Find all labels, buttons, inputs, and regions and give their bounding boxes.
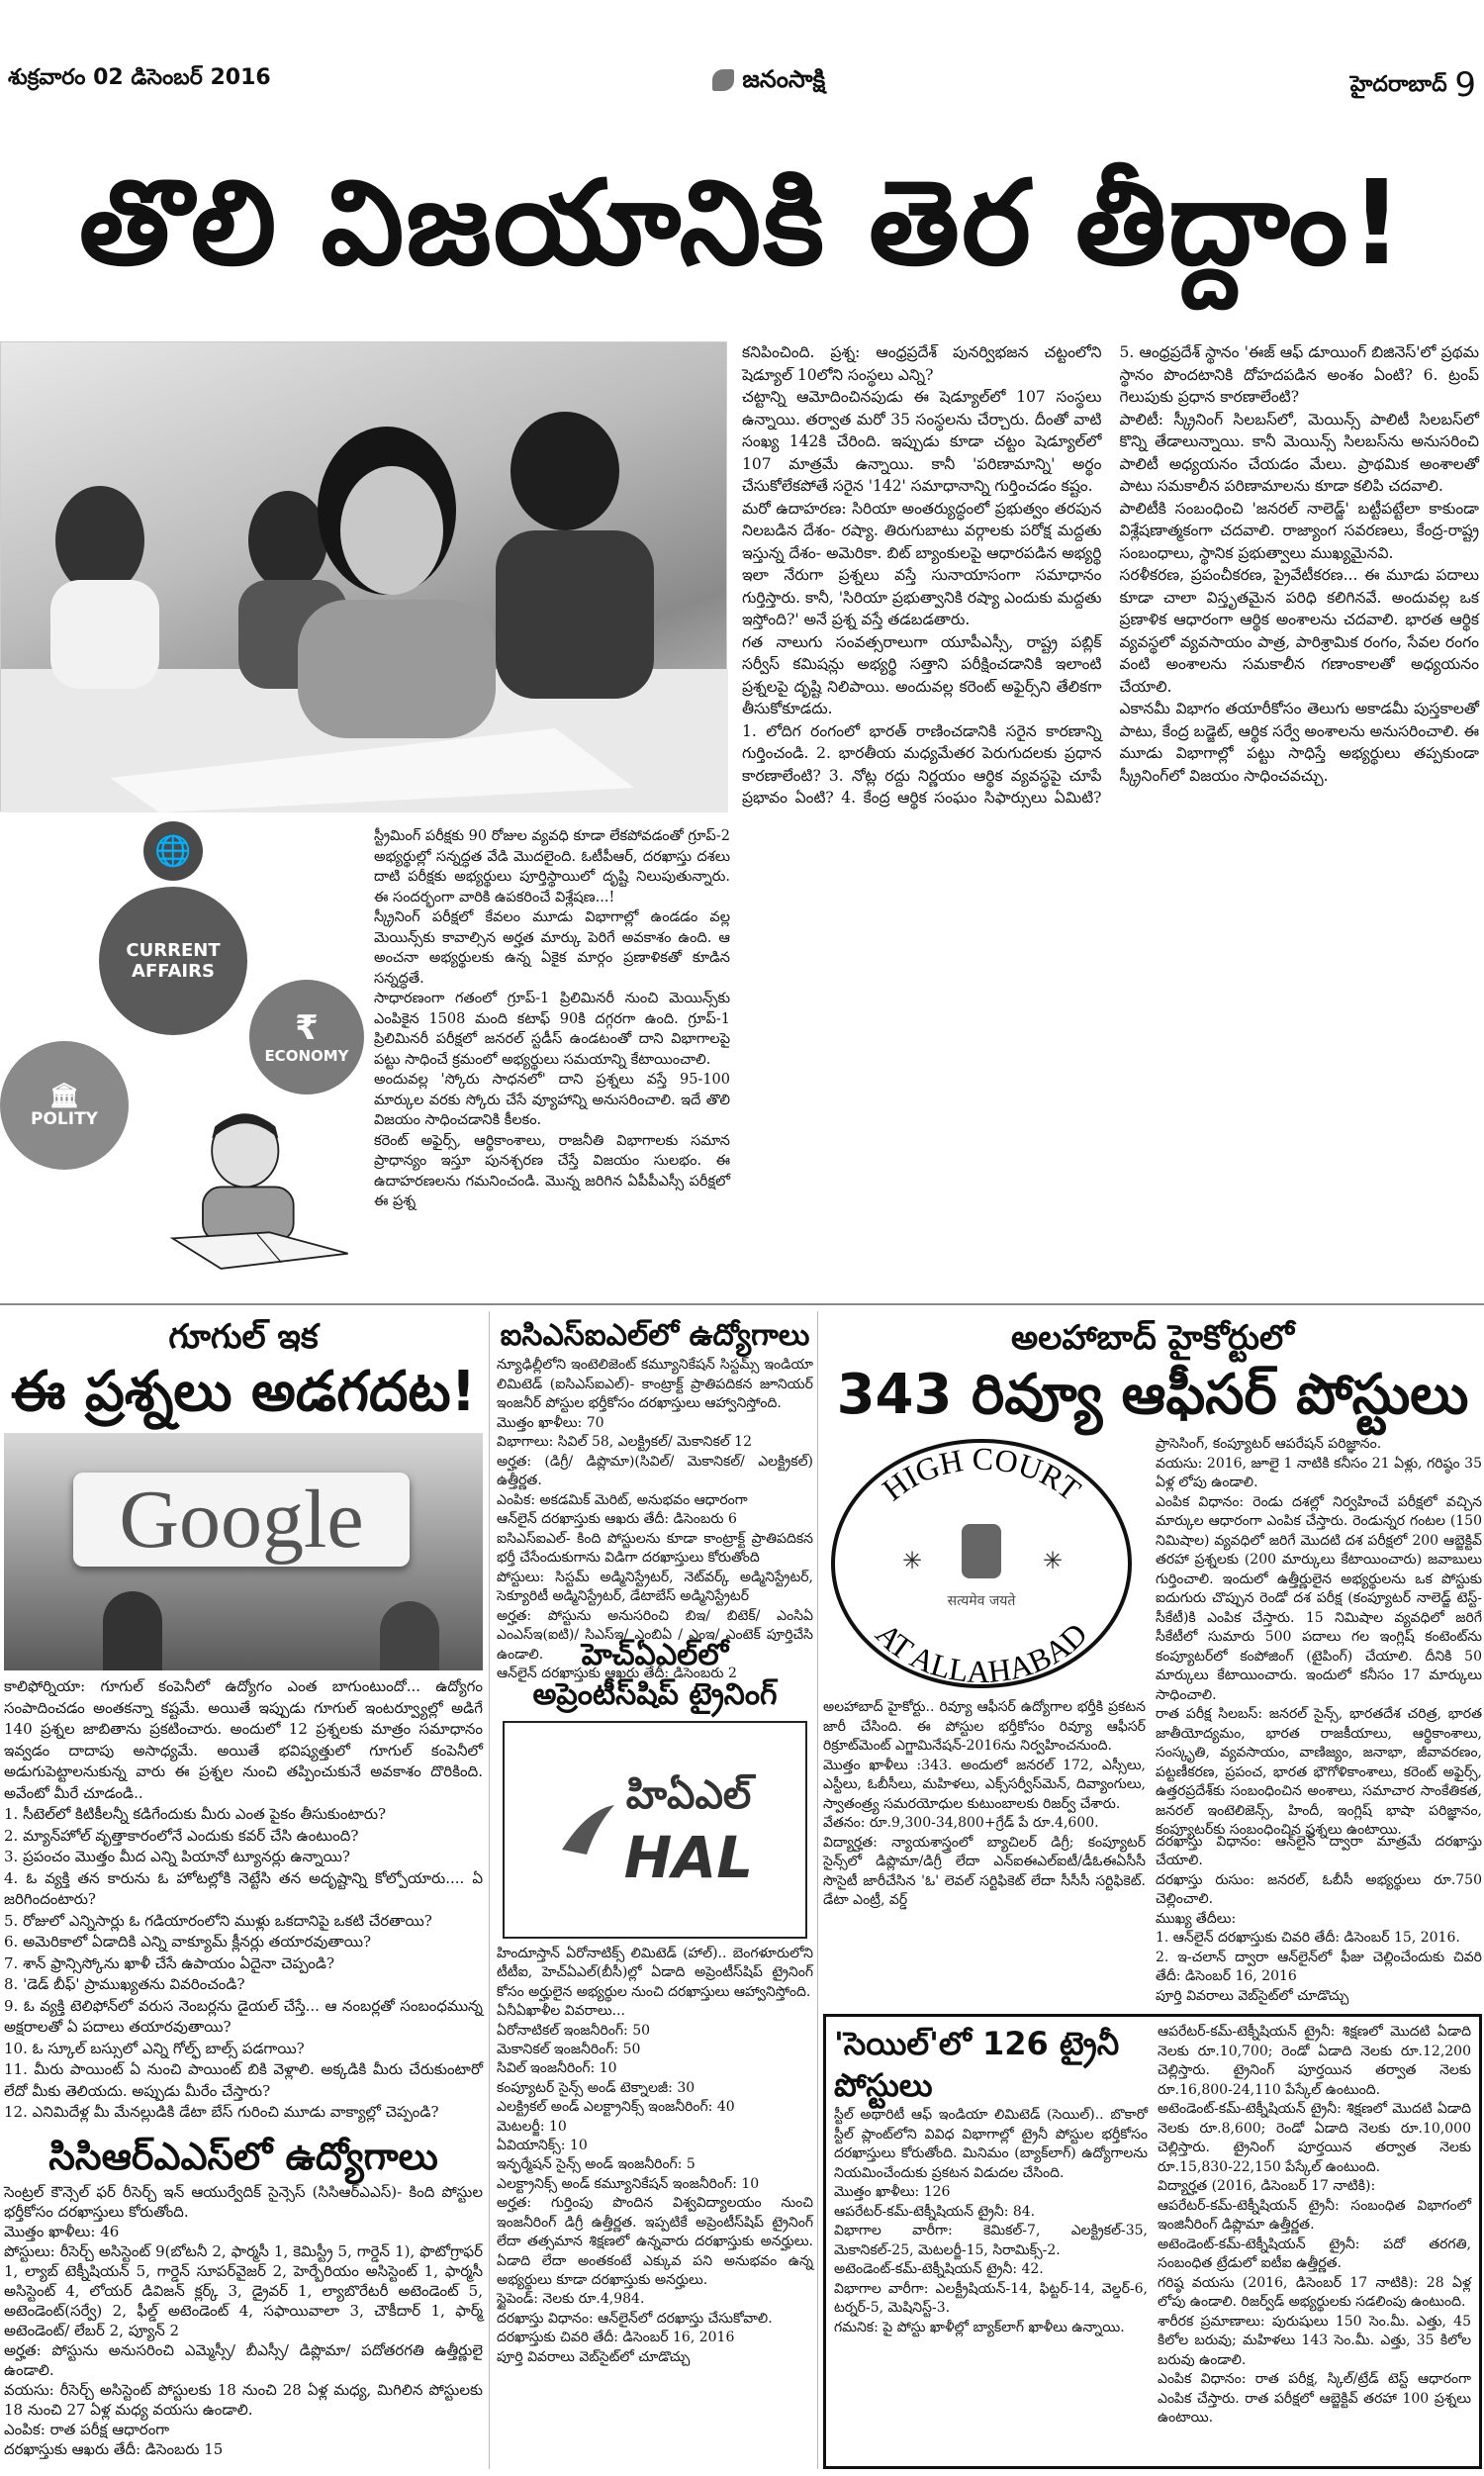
google-sign: Google (73, 1473, 410, 1567)
lead-paragraph: ఎకానమీ విభాగం తయారీకోసం తెలుగు అకాడమీ పుస్తకాలతో పాటు, కేంద్ర బడ్జెట్, ఆర్థిక సర్వే అంశాలను అనుసరించాలి. ఈ మూడు విభాగాల్లో పట్టు సాధిస్తే అభ్యర్థులు తప్పకుండా స్క్రీనింగ్‌లో విజయం సాధించవచ్చు. (1119, 700, 1479, 785)
seal-motto: सत्यमेव जयते (947, 1593, 1016, 1609)
lead-paragraph: 1. లోదిగ రంగంలో భారత్ రాణించడానికి సరైన కారణాన్ని గుర్తించండి. 2. భారతీయ మధ్యమేతర పెరుగుదలకు ప్రధాన కారణాలేంటి? 3. నోట్ల రద్దు నిర్ణయం ఆర్థిక వ్యవస్థపై చూపే ప్రభావం ఏంటి? 4. కేంద్ర ఆర్థిక సంఘం సిఫార్సులు ఏమిటి? 5. ఆంధ్రప్రదేశ్ స్థానం 'ఈజ్ ఆఫ్ డూయింగ్ బిజినెస్'లో ప్రథమ స్థానం పొందటానికి దోహదపడిన అంశం ఏంటి? 6. ట్రంప్ గెలుపుకు ప్రధాన కారణాలేంటి? (742, 343, 1479, 807)
lead-paragraph: స్ట్రీమింగ్ పరీక్షకు 90 రోజుల వ్యవధి కూడా లేకపోవడంతో గ్రూప్-2 అభ్యర్థుల్లో సన్నద్ధత వేడి మొదలైంది. ఓటీపీఆర్, దరఖాస్తు దశలు దాటి పరీక్షకు అభ్యర్థులు పూర్తిస్థాయిలో దృష్టి నిలుపుతున్నారు. ఈ సందర్భంగా వారికి ఉపకరించే విశ్లేషణ...! (374, 828, 730, 905)
column-divider (489, 1311, 490, 2469)
sail-body-left (834, 2106, 1148, 2460)
hal-paragraph: స్టైపెండ్: నెలకు రూ.4,984. (497, 2291, 645, 2308)
google-article-body (4, 1676, 483, 2127)
globe-icon: 🌐 (143, 821, 203, 881)
sail-paragraph: అటెండెంట్-కమ్-టెక్నీషియన్ ట్రైనీ: 42. (834, 2261, 1044, 2277)
allahabad-paragraph: వేతనం: రూ.9,300-34,800+గ్రేడ్ పే రూ.4,600. (823, 1815, 1099, 1831)
high-court-seal (823, 1435, 1146, 1692)
student-reading-illustration (148, 1108, 366, 1272)
hal-paragraph: ఏవియానిక్స్: 10 (497, 2138, 588, 2154)
icsil-hal-column (497, 1316, 813, 2469)
person-silhouette (103, 1591, 162, 1670)
icsil-paragraph: న్యూఢిల్లీలోని ఇంటెలిజెంట్ కమ్యూనికేషన్ సిస్టమ్స్ ఇండియా లిమిటెడ్ (ఐసిఎస్‌ఐఎల్)- కాంట్రాక్ట్ ప్రాతిపదికన జూనియర్ ఇంజనీర్ పోస్టుల భర్తీకోసం దరఖాస్తులు ఆహ్వానిస్తోంది. (497, 1357, 813, 1411)
google-question: 11. మీరు పాయింట్ ఏ నుంచి పాయింట్ బికి వెళ్లాలి. అక్కడికి మీరు చేరుకుంటారో లేదో మీకు తెలియదు. అప్పుడు మీరేం చేస్తారు? (4, 2060, 483, 2100)
ccras-paragraph: సెంట్రల్ కౌన్సెల్ ఫర్ రీసెర్చ్ ఇన్ ఆయుర్వేదిక్ సైన్సెస్ (సిసిఆర్‌ఎఎస్)- కింది పోస్టుల భర్తీకోసం దరఖాస్తులు కోరుతోంది. (4, 2183, 483, 2221)
google-headline: ఈ ప్రశ్నలు అడగదట! (10, 1360, 477, 1424)
hal-headline-line1: హెచ్‌ఏఎల్‌లో (581, 1638, 729, 1672)
ccras-paragraph: పోస్టులు: రీసెర్చ్ అసిస్టెంట్ 9(బోటనీ 2, ఫార్మసీ 1, కెమిస్ట్రీ 5, గార్డెన్ 1), ఫొటోగ్రాఫర్ 1, ల్యాబ్ టెక్నీషియన్ 5, గార్డెన్ సూపర్‌వైజర్ 2, హెర్బేరియం అసిస్టెంట్ 1, ఫార్మసీ అసిస్టెంట్ 4, లోయర్ డివిజన్ క్లర్క్ 3, డ్రైవర్ 1, ల్యాబొరేటరీ అటెండెంట్ 5, అటెండెంట్(సర్వే) 2, ఫీల్డ్ అటెండెంట్ 4, సఫాయివాలా 3, చౌకీదార్ 1, ఫార్మ్ అటెండెంట్/ లేబర్ 2, ప్యూన్ 2 (4, 2242, 483, 2339)
google-question: 10. ఓ స్కూల్ బస్సులో ఎన్ని గోల్ఫ్ బాల్స్ పడగాయి? (4, 2039, 305, 2057)
aircraft-swoosh-icon (557, 1800, 616, 1859)
star-icon: ✳ (902, 1547, 923, 1574)
lead-paragraph: పాలిటీ: స్క్రీనింగ్ సిలబస్‌లో, మెయిన్స్ పాలిటీ సిలబస్‌లో కొన్ని తేడాలున్నాయి. కానీ మెయిన్స్ సిలబస్‌ను అనుసరించి పాలిటీ అధ్యయనం చేయడం మేలు. ప్రాథమిక అంశాలతో పాటు సమకాలీన పరిణామాలను కూడా కలిపి చదవాలి. (1119, 410, 1479, 495)
allahabad-article (823, 1435, 1482, 2006)
ccras-paragraph: మొత్తం ఖాళీలు: 46 (4, 2223, 120, 2240)
hal-paragraph: ఇన్ఫర్మేషన్ సైన్స్ అండ్ ఇంజనీరింగ్: 5 (497, 2156, 696, 2173)
google-kicker: గూగుల్ ఇక (168, 1317, 319, 1357)
icsil-paragraph: ఎంపిక: అకడమిక్ మెరిట్, అనుభవం ఆధారంగా (497, 1491, 748, 1508)
allahabad-kicker: అలహాబాద్ హైకోర్టులో (1011, 1318, 1294, 1358)
icsil-paragraph: విభాగాలు: సివిల్ 58, ఎలక్ట్రికల్/ మెకానికల్ 12 (497, 1434, 752, 1450)
hal-paragraph: ఎలక్ట్రానిక్స్ అండ్ కమ్యూనికేషన్ ఇంజనీరింగ్: 10 (497, 2175, 760, 2192)
allahabad-paragraph: మొత్తం ఖాళీలు :343. అందులో జనరల్ 172, ఎస్సీలు, ఎస్టీలు, ఓబీసీలు, మహిళలు, ఎక్స్‌సర్వీస్‌మెన్, దివ్యాంగులు, స్వాతంత్ర్య సమరయోధుల కుటుంబాలకు రిజర్వ్ చేశారు. (823, 1757, 1146, 1812)
sail-paragraph: ఆపరేటర్-కమ్-టెక్నీషియన్ ట్రైనీ: సంబంధిత విభాగంలో ఇంజినీరింగ్ డిప్లొమా ఉత్తీర్ణత. (1158, 2197, 1471, 2233)
allahabad-paragraph: 1. ఆన్‌లైన్ దరఖాస్తుకు చివరి తేదీ: డిసెంబర్ 15, 2016. (1156, 1930, 1460, 1946)
sail-paragraph: విభాగాల వారీగా: ఎలక్ట్రీషియన్-14, ఫిట్టర్-14, వెల్డర్-6, టర్నర్-5, మెషినిస్ట్-3. (834, 2280, 1148, 2316)
icsil-paragraph: ఆన్‌లైన్ దరఖాస్తుకు ఆఖరు తేదీ: డిసెంబరు 6 (497, 1511, 737, 1527)
lead-paragraph: సాధారణంగా గతంలో గ్రూప్-1 ప్రిలిమినరీ నుంచి మెయిన్స్‌కు ఎంపికైన 1508 మంది కటాఫ్ 90కి దగ్గరగా ఉంది. గ్రూప్-1 ప్రిలిమినరీ పరీక్షలో జనరల్ స్టడీస్ ఉండటంతో దాని విభాగాలపై పట్టు సాధించే క్రమంలో అభ్యర్థులు సమయాన్ని కేటాయించాలి. (374, 991, 730, 1068)
allahabad-right-column (1156, 1435, 1482, 2006)
google-question: 7. శాన్ ఫ్రాన్సిస్కోను ఖాళీ చేసే ఉపాయం ఏదైనా చెప్పండి? (4, 1953, 335, 1972)
hal-paragraph: ఎలక్ట్రికల్ అండ్ ఎలక్ట్రానిక్స్ ఇంజనీరింగ్: 40 (497, 2099, 735, 2116)
google-question: 9. ఓ వ్యక్తి టెలిఫోన్‌లో వరుస నెంబర్లను డైయల్ చేస్తే... ఆ నంబర్లతో సంబంధమున్న అక్షరాలతో ఏ పదాలు తయారవుతాయి? (4, 1996, 483, 2036)
google-question: కాలిఫోర్నియా: గూగుల్ కంపెనీలో ఉద్యోగం ఎంత బాగుంటుందో... ఉద్యోగం సంపాదించడం అంతకన్నా కష్టమే. అయితే ఇప్పుడు గూగుల్ ఇంటర్వ్యూల్లో అడిగే 140 ప్రశ్నల జాబితాను ప్రకటించారు. అందులో 12 ప్రశ్నలకు మాత్రం సమాధానం ఇవ్వడం దాదాపు అసాధ్యమే. అయితే భవిష్యత్తులో గూగుల్ కంపెనీలో అడుగుపెట్టాలనుకున్న వారు ఈ ప్రశ్నల నుంచి తప్పించుకునే అవకాశం దొరికింది. అవేంటో మీరే చూడండి.. (4, 1677, 483, 1802)
hal-paragraph: ఏనీఏఖాళీల వివరాలు... (497, 2003, 625, 2020)
icsil-paragraph: మొత్తం ఖాళీలు: 70 (497, 1414, 604, 1431)
city: హైదరాబాద్ (1349, 72, 1447, 97)
photo-illustration (1, 342, 728, 812)
lead-paragraph: పాలిటీకి సంబంధించి 'జనరల్ నాలెడ్జ్' బట్టీపట్టేలా కాకుండా విశ్లేషణాత్మకంగా చదవాలి. రాజ్యాంగ సవరణలు, కేంద్ర-రాష్ట్ర సంబంధాలు, స్థానిక ప్రభుత్వాలు ముఖ్యమైనవి. (1119, 499, 1479, 562)
allahabad-paragraph: ముఖ్య తేదీలు: (1156, 1910, 1237, 1927)
hal-logo-telugu: హిఏఎల్ (625, 1772, 752, 1818)
page-location (1350, 65, 1476, 105)
icsil-paragraph: అర్హత: (డిగ్రీ/ డిప్లొమా)(సివిల్/ మెకానికల్/ ఎలక్ట్రికల్) ఉత్తీర్ణత. (497, 1453, 813, 1488)
allahabad-paragraph: దరఖాస్తు రుసుం: జనరల్, ఓబీసీ అభ్యర్థులు రూ.750 చెల్లించాలి. (1156, 1871, 1482, 1907)
lead-paragraph: అందువల్ల 'స్కోరు సాధనలో' దాని ప్రశ్నలు వస్తే 95-100 మార్కుల వరకు స్కోరు చేసే వ్యూహాన్ని అనుసరించాలి. ఇదే తొలి విజయం సాధించడానికి కీలకం. (374, 1072, 730, 1128)
allahabad-article-body-left (823, 1698, 1146, 2006)
ccras-article-body (4, 2182, 483, 2469)
allahabad-headline: 343 రివ్యూ ఆఫీసర్ పోస్టులు (836, 1363, 1469, 1427)
google-question: 12. ఎనిమిదేళ్ల మీ మేనల్లుడికి డేటా బేస్ గురించి మూడు వాక్యాల్లో చెప్పండి? (4, 2103, 439, 2121)
hal-paragraph: దరఖాస్తు విధానం: ఆన్‌లైన్‌లో దరఖాస్తు చేసుకోవాలి. (497, 2310, 773, 2327)
allahabad-paragraph: పూర్తి వివరాలు వెబ్‌సైట్‌లో చూడొచ్చు (1156, 1987, 1349, 2004)
google-question: 2. మ్యాన్‌హోల్ వృత్తాకారంలోనే ఎందుకు కవర్ చేసి ఉంటుంది? (4, 1826, 359, 1845)
google-office-photo (4, 1433, 483, 1670)
allahabad-paragraph: విద్యార్హత: న్యాయశాస్త్రంలో బ్యాచిలర్ డిగ్రీ; కంప్యూటర్ సైన్స్‌లో డిప్లొమా/డిగ్రీ లేదా ఎన్ఐఈఎల్ఐటీ/డీఓఈఏసీసీ సొసైటీ జారీచేసిన 'ఓ' లెవల్ సర్టిఫికెట్ లేదా సీసీసీ సర్టిఫికెట్. డేటా ఎంట్రీ, వర్డ్ (823, 1834, 1146, 1908)
hal-paragraph: కంప్యూటర్ సైన్స్ అండ్ టెక్నాలజీ: 30 (497, 2079, 696, 2096)
sail-paragraph: ఎంపిక విధానం: రాత పరీక్ష, స్కిల్/ట్రేడ్ టెస్ట్ ఆధారంగా ఎంపిక చేస్తారు. రాత పరీక్షలో ఆబ్జెక్టివ్ తరహా 100 ప్రశ్నలు ఉంటాయి. (1158, 2371, 1471, 2426)
hal-headline (497, 1636, 813, 1715)
sail-paragraph: మొత్తం ఖాళీలు: 126 (834, 2184, 951, 2200)
hal-paragraph: మెకానికల్ ఇంజనీరింగ్: 50 (497, 2042, 641, 2058)
lion-capital-emblem-icon (962, 1524, 1001, 1578)
current-affairs-label: CURRENT AFFAIRS (126, 940, 221, 982)
hal-headline-line2: అప్రెంటీస్‌షిప్ ట్రైనింగ్ (532, 1677, 778, 1712)
ccras-paragraph: వయసు: రీసెర్చ్ అసిస్టెంట్ పోస్టులకు 18 నుంచి 28 ఏళ్ల మధ్య, మిగిలిన పోస్టులకు 18 నుంచి 27 ఏళ్ల మధ్య వయసు ఉండాలి. (4, 2381, 483, 2419)
allahabad-paragraph: రాత పరీక్ష సిలబస్: జనరల్ సైన్స్, భారతదేశ చరిత్ర, భారత జాతీయోద్యమం, భారత రాజకీయాలు, ఆర్థికాంశాలు, సంస్కృతి, వ్యవసాయం, వాణిజ్యం, జనాభా, జీవావరణం, పట్టణీకరణ, ప్రపంచ, భారత భౌగోళికాంశాలు, కరెంట్ అఫైర్స్, ఉత్తరప్రదేశ్‌కు సంబంధించిన అంశాలు, సమాచార సాంకేతికత, జనరల్ ఇంటెలిజెన్స్, హిందీ, ఇంగ్లిష్ భాషా పరిజ్ఞానం, కంప్యూటర్‌కు సంబంధించిన ప్రశ్నలు ఉంటాయి. (1156, 1706, 1482, 1838)
sail-paragraph: గమనిక: పై పోస్టు ఖాళీల్లో బ్యాక్‌లాగ్ ఖాళీలు ఉన్నాయి. (834, 2319, 1125, 2335)
sail-left-column (834, 2023, 1148, 2460)
economy-bubble (249, 980, 364, 1095)
ccras-paragraph: దరఖాస్తుకు ఆఖరు తేదీ: డిసెంబరు 15 (4, 2440, 224, 2458)
sail-paragraph: విభాగాల వారీగా: కెమికల్-7, ఎలక్ట్రికల్-35, మెకానికల్-25, మెటలర్జీ-15, సిరామిక్స్-2. (834, 2223, 1148, 2258)
allahabad-dates (1156, 1833, 1482, 2007)
polity-label: POLITY (31, 1109, 98, 1129)
hal-article-body (497, 1945, 813, 2469)
allahabad-column (823, 1316, 1482, 2469)
icsil-headline: ఐసిఎస్‌ఐఎల్‌లో ఉద్యోగాలు (500, 1318, 810, 1353)
allahabad-paragraph: అలహాబాద్ హైకోర్టు.. రివ్యూ ఆఫీసర్ ఉద్యోగాల భర్తీకి ప్రకటన జారీ చేసింది. ఈ పోస్టుల భర్తీకోసం రివ్యూ ఆఫీసర్ రిక్రూట్‌మెంట్ ఎగ్జామినేషన్-2016ను నిర్వహించనుంది. (823, 1699, 1146, 1754)
masthead-logo (712, 65, 825, 99)
economy-label: ECONOMY (264, 1047, 349, 1065)
allahabad-paragraph: ప్రాసెసింగ్, కంప్యూటర్ ఆపరేషన్ పరిజ్ఞానం. (1156, 1436, 1382, 1452)
hal-paragraph: హిందూస్తాన్ ఏరోనాటిక్స్ లిమిటెడ్ (హాల్).. బెంగళూరులోని టీటీఐ, హెచ్‌ఏఎల్(బీసీ)ల్లో ఏడాది అప్రెంటీస్‌షిప్ ట్రైనింగ్ కోసం అర్హులైన అభ్యర్థుల నుంచి దరఖాస్తులు ఆహ్వానిస్తోంది. (497, 1946, 813, 2000)
sail-paragraph: స్టీల్ అథారిటీ ఆఫ్ ఇండియా లిమిటెడ్ (సెయిల్).. బొకారో స్టీల్ ప్లాంట్‌లోని వివిధ విభాగాల్లో ట్రైనీ పోస్టుల భర్తీకోసం దరఖాస్తులు కోరుతోంది. మినిమం (బ్యాక్‌లాగ్) ఉద్యోగాలను నియమించేందుకు ప్రకటన విడుదల చేసింది. (834, 2107, 1148, 2181)
lead-paragraph: మరో ఉదాహరణ: సిరియా అంతర్యుద్ధంలో ప్రభుత్వం తరపున నిలబడిన దేశం- రష్యా. తిరుగుబాటు వర్గాలకు పరోక్ష మద్దతు ఇస్తున్న దేశం- అమెరికా. బిట్ బ్యాంకులపై ఆధారపడిన అభ్యర్థి ఇలా నేరుగా ప్రశ్నలు వస్తే సునాయాసంగా సమాధానం గుర్తిస్తారు. కానీ, 'సిరియా ప్రభుత్వానికి రష్యా ఎందుకు మద్దతు ఇస్తోంది?' అనే ప్రశ్న వస్తే తడబడతారు. (742, 499, 1102, 628)
allahabad-article-body-right (1156, 1435, 1482, 1838)
lead-headline: తొలి విజయానికి తెర తీద్దాం! (78, 154, 1406, 291)
sail-paragraph: శారీరక ప్రమాణాలు: పురుషులు 150 సెం.మీ. ఎత్తు, 45 కిలోల బరువు; మహిళలు 143 సెం.మీ. ఎత్తు, 35 కిలోల బరువు ఉండాలి. (1158, 2313, 1471, 2368)
star-icon: ✳ (1043, 1547, 1064, 1574)
ccras-headline: సిసిఆర్‌ఎఎస్‌లో ఉద్యోగాలు (48, 2135, 438, 2178)
google-question: 4. ఓ వ్యక్తి తన కారును ఓ హోటల్లోకి నెట్టేసి తన అదృష్టాన్ని కోల్పోయారు.... ఏ జరిగిందంటారు? (4, 1868, 483, 1908)
hal-logo-text: HAL (623, 1824, 754, 1891)
ccras-paragraph: అర్హత: పోస్టును అనుసరించి ఎమ్మెస్సీ/ బీఎస్సీ/ డిప్లొమా/ పదోతరగతి ఉత్తీర్ణులై ఉండాలి. (4, 2341, 483, 2379)
lead-paragraph: స్క్రీనింగ్ పరీక్షలో కేవలం మూడు విభాగాల్లో ఉండడం వల్ల మెయిన్స్‌కు కావాల్సిన అర్హత మార్కు పెరిగే అవకాశం ఉంది. ఆ అంచనా అభ్యర్థులకు ఉన్న ఏకైక మార్గం ప్రణాళికతో కూడిన సన్నద్ధతే. (374, 909, 730, 987)
allahabad-paragraph: ఎంపిక విధానం: రెండు దశల్లో నిర్వహించే పరీక్షలో వచ్చిన మార్కుల ఆధారంగా ఎంపిక చేస్తారు. రెండున్నర గంటల (150 నిమిషాల) వ్యవధిలో జరిగే మొదటి దశ పరీక్షలో 200 ఆబ్జెక్టివ్ తరహా ప్రశ్నలకు (200 మార్కులు కేటాయించారు) జవాబులు గుర్తించాలి. ఇందులో ఉత్తీర్ణులైన అభ్యర్థులను ఒక పోస్టుకు ఐదుగురు చొప్పున రెండో దశ పరీక్ష (కంప్యూటర్ నాలెడ్జ్ టెస్ట్-సీకేటీ)కి ఎంపిక చేస్తారు. 15 నిమిషాల వ్యవధిలో జరిగే సీకేటీలో సుమారు 500 పదాలు గల ఇంగ్లిష్ కంటెంట్‌ను కంప్యూటర్‌లో కంపోజింగ్ (టైపింగ్) చేయాలి. దీనికి 50 మార్కులు కేటాయించారు. ఇందులో కనీసం 17 మార్కులు సాధించాలి. (1156, 1493, 1482, 1703)
page-number: 9 (1454, 65, 1476, 105)
google-question: 6. అమెరికాలో ఏడాదికి ఎన్ని వాక్యూమ్ క్లీనర్లు తయారవుతాయి? (4, 1933, 372, 1951)
students-exam-photo (0, 341, 727, 811)
lead-article-intro (374, 826, 730, 1291)
lead-paragraph: గత నాలుగు సంవత్సరాలుగా యూపీఎస్సీ, రాష్ట్ర పబ్లిక్ సర్వీస్ కమిషన్లు అభ్యర్థి సత్తాని పరీక్షించడానికి ఇలాంటి ప్రశ్నలపై దృష్టి నిలిపాయి. అందువల్ల కరెంట్ అఫైర్స్‌ని తేలికగా తీసుకోకూడదు. (742, 632, 1102, 717)
lead-article-body (742, 341, 1479, 1293)
allahabad-paragraph: వయసు: 2016, జూలై 1 నాటికి కనీసం 21 ఏళ్లు, గరిష్ఠం 35 ఏళ్ల లోపు ఉండాలి. (1156, 1455, 1482, 1490)
sail-box (823, 2014, 1482, 2469)
lead-paragraph: సరళీకరణ, ప్రపంచీకరణ, ప్రైవేటీకరణ... ఈ మూడు పదాలు కూడా చాలా విస్తృతమైన పరిధి కలిగినవే. అందువల్ల ఒక ప్రణాళిక ఆధారంగా ఆర్థిక అంశాలను చదవాలి. భారత ఆర్థిక వ్యవస్థలో వ్యవసాయం పాత్ర, పారిశ్రామిక రంగం, సేవల రంగం వంటి అంశాలను సమకాలీన గణాంకాలతో అధ్యయనం చేయాలి. (1119, 566, 1479, 696)
polity-bubble (0, 1041, 129, 1170)
lead-paragraph: కరెంట్ అఫైర్స్, ఆర్థికాంశాలు, రాజనీతి విభాగాలకు సమాన ప్రాధాన్యం ఇస్తూ పునశ్చరణ చేస్తే విజయం సులభం. ఈ ఉదాహరణలను గమనించండి. మొన్న జరిగిన ఏపీపీఎస్సీ పరీక్షలో ఈ ప్రశ్న (374, 1132, 730, 1209)
sail-body-right (1158, 2023, 1471, 2460)
lead-paragraph: చట్టాన్ని ఆమోదించినపుడు ఈ షెడ్యూల్‌లో 107 సంస్థలు ఉన్నాయి. తర్వాత మరో 35 సంస్థలను చేర్చారు. దీంతో వాటి సంఖ్య 142కి చేరింది. ఇప్పుడు కూడా చట్టం షెడ్యూల్‌లో 107 మాత్రమే ఉన్నాయి. కానీ 'పరిణామాన్ని' అర్థం చేసుకోలేకపోతే సరైన '142' సమాధానాన్ని గుర్తించడం కష్టం. (742, 388, 1102, 495)
masthead-emblem-icon (712, 69, 734, 91)
masthead-name: జనంసాక్షి (742, 65, 826, 93)
icsil-paragraph: అర్హత: పోస్టును అనుసరించి బిఇ/ బిటెక్/ ఎంసిఏ ఎంఎస్‌ఇ(ఐటి)/ సిఎస్‌ఇ/ ఎంబిఏ / ఎంఇ/ ఎంటెక్ పూర్తిచేసి ఉండాలి. (497, 1607, 813, 1663)
seal-bottom-text: AT ALLAHABAD (869, 1615, 1094, 1690)
google-column (4, 1316, 483, 2469)
icsil-paragraph: ఆన్‌లైన్ దరఖాస్తుకు ఆఖరు తేదీ: డిసెంబరు 2 (497, 1666, 737, 1681)
rupee-icon: ₹ (295, 1008, 319, 1048)
allahabad-left-column (823, 1435, 1146, 2006)
icsil-paragraph: పోస్టులు: సిస్టమ్ అడ్మినిస్ట్రేటర్, నెట్‌వర్క్ అడ్మినిస్ట్రేటర్, సెక్యూరిటీ అడ్మినిస్ట్రేటర్, డేటాబేస్ అడ్మినిస్ట్రేటర్ (497, 1569, 813, 1604)
ccras-paragraph: ఎంపిక: రాత పరీక్ష ఆధారంగా (4, 2421, 170, 2438)
allahabad-paragraph: 2. ఇ-చలాన్ ద్వారా ఆన్‌లైన్‌లో ఫీజు చెల్లించేందుకు చివరి తేదీ: డిసెంబర్ 16, 2016 (1156, 1949, 1482, 1984)
hal-paragraph: ఏరోనాటికల్ ఇంజనీరింగ్: 50 (497, 2022, 651, 2039)
seal-top-text: HIGH COURT (875, 1440, 1088, 1508)
google-question: 3. ప్రపంచం మొత్తం మీద ఎన్ని పియానో ట్యూనర్లు ఉన్నాయి? (4, 1848, 350, 1865)
infographic-subjects (0, 821, 366, 1291)
hal-paragraph: దరఖాస్తుకు చివరి తేదీ: డిసెంబర్ 16, 2016 (497, 2330, 735, 2346)
lead-paragraph: కనిపించింది. ప్రశ్న: ఆంధ్రప్రదేశ్ పునర్విభజన చట్టంలోని షెడ్యూల్ 10లోని సంస్థలు ఎన్ని? (742, 343, 1102, 384)
issue-date: శుక్రవారం 02 డిసెంబర్ 2016 (8, 65, 271, 90)
section-divider (0, 1303, 1484, 1305)
parliament-icon: 🏛 (48, 1082, 80, 1109)
person-silhouette (380, 1601, 439, 1670)
allahabad-paragraph: దరఖాస్తు విధానం: ఆన్‌లైన్ ద్వారా మాత్రమే దరఖాస్తు చేయాలి. (1156, 1833, 1482, 1868)
sail-paragraph: అటెండెంట్-కమ్-టెక్నీషియన్ ట్రైనీ: శిక్షణలో మొదటి ఏడాది నెలకు రూ.8,600; రెండో ఏడాది నెలకు రూ.10,000 చెల్లిస్తారు. ట్రైనింగ్ పూర్తయిన తర్వాత నెలకు రూ.15,830-22,150 పేస్కేల్ ఉంటుంది. (1158, 2101, 1471, 2175)
google-question: 8. 'డెడ్ బీఫ్' ప్రాముఖ్యతను వివరించండి? (4, 1975, 245, 1993)
sail-paragraph: అటెండెంట్-కమ్-టెక్నీషియన్ ట్రైనీ: పదో తరగతి, సంబంధిత ట్రేడులో ఐటీఐ ఉత్తీర్ణత. (1158, 2236, 1471, 2271)
column-divider (817, 1311, 818, 2469)
hal-logo (623, 1772, 754, 1891)
sail-paragraph: ఆపరేటర్-కమ్-టెక్నీషియన్ ట్రైనీ: శిక్షణలో మొదటి ఏడాది నెలకు రూ.10,700; రెండో ఏడాది నెలకు రూ.12,200 చెల్లిస్తారు. ట్రైనింగ్ పూర్తయిన తర్వాత నెలకు రూ.16,800-24,110 పేస్కేల్ ఉంటుంది. (1158, 2024, 1471, 2098)
google-question: 1. సీటెల్‌లో కిటికీలన్నీ కడిగేందుకు మీరు ఎంత పైకం తీసుకుంటారు? (4, 1805, 387, 1823)
hal-paragraph: మెటలర్జీ: 10 (497, 2118, 567, 2135)
hal-paragraph: పూర్తి వివరాలు వెబ్‌సైట్‌లో చూడొచ్చు (497, 2348, 691, 2365)
sail-paragraph: విద్యార్హత (2016, డిసెంబర్ 17 నాటికి): (1158, 2178, 1376, 2194)
current-affairs-bubble (99, 887, 247, 1035)
sail-paragraph: ఆపరేటర్-కమ్-టెక్నీషియన్ ట్రైనీ: 84. (834, 2203, 1036, 2220)
hal-paragraph: సివిల్ ఇంజనీరింగ్: 10 (497, 2060, 617, 2077)
sail-paragraph: గరిష్ఠ వయసు (2016, డిసెంబర్ 17 నాటికి): 28 ఏళ్ల లోపు ఉండాలి. రిజర్వ్‌డ్ అభ్యర్థులకు సడలింపు ఉంటుంది. (1158, 2274, 1471, 2310)
google-question: 5. రోజులో ఎన్నిసార్లు ఓ గడియారంలోని ముళ్లు ఒకదానిపై ఒకటి చేరతాయి? (4, 1911, 432, 1930)
hal-logo-box (503, 1721, 807, 1939)
icsil-paragraph: ఐసిఎస్‌ఐఎల్- కింది పోస్టులను కూడా కాంట్రాక్ట్ ప్రాతిపదికన భర్తీ చేసేందుకుగాను విడిగా దరఖాస్తులు కోరుతోంది (497, 1530, 813, 1566)
sail-headline: 'సెయిల్'లో 126 ట్రైనీ పోస్టులు (834, 2025, 1120, 2104)
hal-paragraph: అర్హత: గుర్తింపు పొందిన విశ్వవిద్యాలయం నుంచి ఇంజనీరింగ్ డిగ్రీ ఉత్తీర్ణత. ఇప్పటికే అప్రెంటీస్‌షిప్ ట్రైనింగ్ లేదా తత్సమాన శిక్షణలో ఉన్నవారు దరఖాస్తుకు అనర్హులు. ఏడాది లేదా అంతకంటే ఎక్కువ పని అనుభవం ఉన్న అభ్యర్థులు కూడా దరఖాస్తుకు అనర్హులు. (497, 2195, 813, 2288)
